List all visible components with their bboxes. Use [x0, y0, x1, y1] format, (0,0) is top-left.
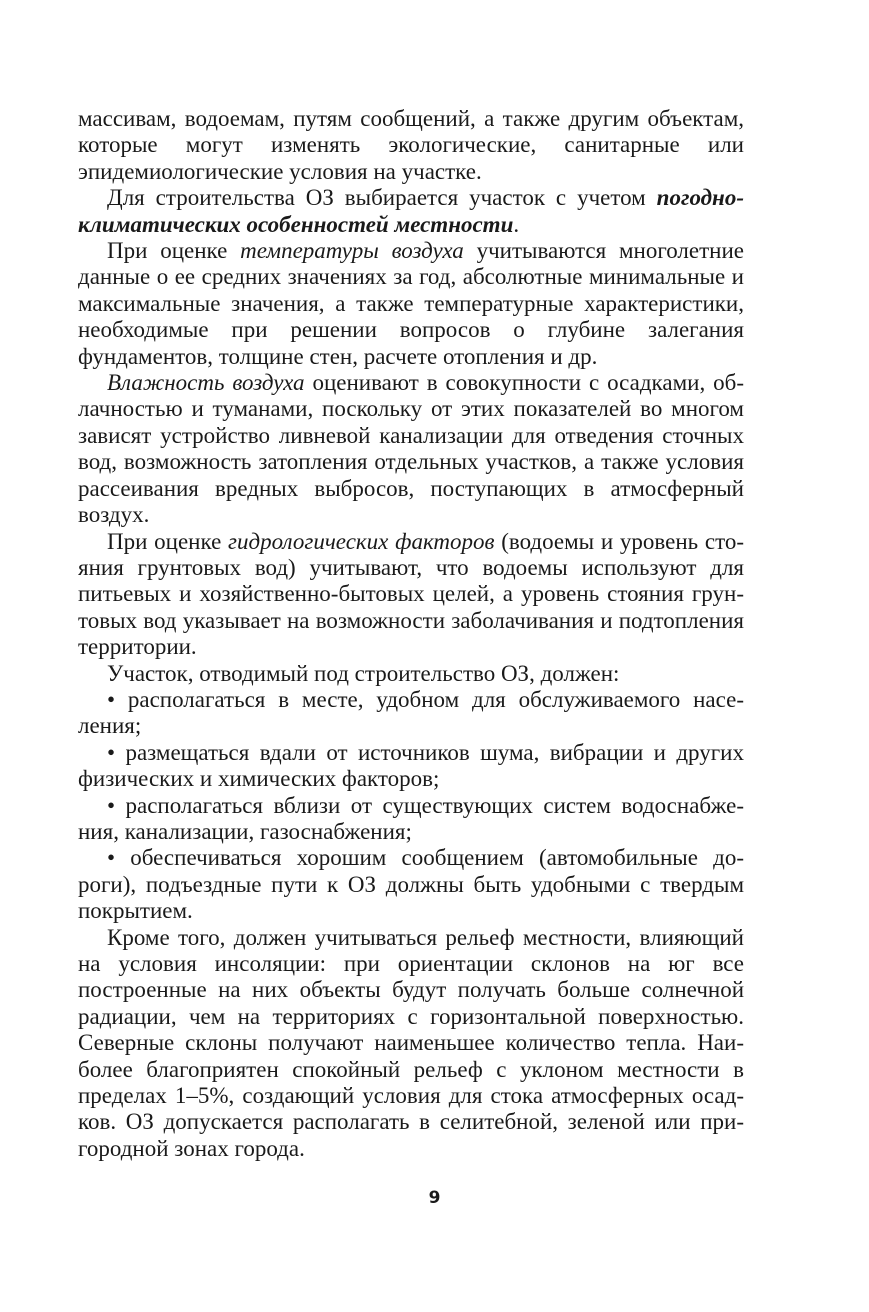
text-span: При оценке [107, 528, 229, 554]
list-item: • располагаться вблизи от существующих систем водоснабжения, канализации, газоснабжения; [78, 792, 744, 844]
text-span: оценивают в совокупности с осадками, облачностью и туманами, поскольку от этих показателей во многом зависят устройство ливневой канализации для отведения сточных вод, возможность затопления отдельных участков, а также условия рассеивания вредных выбросов, поступающих в атмосферный воздух. [78, 370, 744, 528]
page-number: 9 [428, 1188, 441, 1208]
list-item: • располагаться в месте, удобном для обслуживаемого населения; [78, 686, 744, 739]
paragraph-requirements-intro: Участок, отводимый под строительство ОЗ, должен: [107, 660, 620, 686]
text-span: Для строительства ОЗ выбирается участок с учетом [107, 185, 657, 211]
paragraph-relief: Кроме того, должен учитываться рельеф местности, влияющий на условия инсоляции: при ориентации склонов на юг все построенные на них объекты будут получать больше солнечной радиации, чем на территориях с горизонтальной поверхностью. Северные склоны получают наименьшее количество тепла. Наиболее благоприятен спокойный рельеф с уклоном местности в пределах 1–5%, создающий условия для стока атмосферных осадков. ОЗ допускается располагать в селитебной, зеленой или пригородной зонах города. [78, 924, 744, 1161]
text-span: (водоемы и уровень стояния грунтовых вод) учитывают, что водоемы используют для питьевых и хозяйственно-бытовых целей, а уровень стояния грунтовых вод указывает на возможности заболачивания и подтопления территории. [78, 528, 744, 660]
paragraph-air-temperature [78, 238, 744, 370]
page-body [78, 106, 744, 1162]
emphasis-hydrology: гидрологических факторов [228, 528, 495, 554]
paragraph-hydrology [78, 529, 744, 661]
paragraph-site-selection [78, 185, 744, 238]
list-item: • размещаться вдали от источников шума, вибрации и других физических и химических факторов; [78, 739, 744, 792]
emphasis-air-temperature: температуры воздуха [240, 238, 464, 264]
emphasis-climate: погодно-климатических особенностей местности [78, 185, 744, 237]
paragraph-continuation: массивам, водоемам, путям сообщений, а также другим объектам, которые могут изменять экологические, санитарные или эпидемиологические условия на участке. [78, 106, 744, 184]
paragraph-humidity [78, 370, 744, 528]
list-item: • обеспечиваться хорошим сообщением (автомобильные дороги), подъездные пути к ОЗ должны быть удобными с твердым покрытием. [78, 845, 744, 924]
text-span: . [513, 211, 520, 237]
text-span: При оценке [107, 238, 241, 264]
emphasis-humidity: Влажность воздуха [107, 370, 305, 396]
text-span: учитываются многолетние данные о ее средних значениях за год, абсолютные минимальные и максимальные значения, а также температурные характеристики, необходимые при решении вопросов о глубине залегания фундаментов, толщине стен, расчете отопления и др. [78, 238, 744, 369]
